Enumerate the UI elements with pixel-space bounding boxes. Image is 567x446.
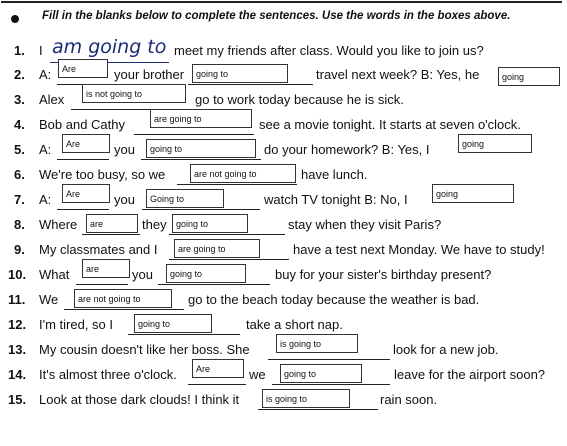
item-number: 11. — [8, 292, 26, 307]
answer-box[interactable]: Are — [58, 59, 108, 78]
sentence-text: stay when they visit Paris? — [288, 217, 442, 232]
sentence-text: meet my friends after class. Would you like to join us? — [174, 43, 484, 58]
answer-box[interactable]: Are — [62, 184, 110, 203]
item-number: 6. — [14, 167, 25, 182]
blank-line — [64, 309, 184, 310]
blank-line — [158, 284, 270, 285]
sentence-text: Where — [39, 217, 78, 232]
sentence-text: do your homework? B: Yes, I — [264, 142, 430, 157]
blank-line — [128, 334, 240, 335]
item-number: 3. — [14, 92, 25, 107]
answer-box[interactable]: going to — [166, 264, 246, 283]
item-number: 9. — [14, 242, 25, 257]
sentence-text: We're too busy, so we — [39, 167, 166, 182]
sentence-3 — [0, 89, 567, 113]
sentence-text: watch TV tonight B: No, I — [264, 192, 408, 207]
item-number: 2. — [14, 67, 25, 82]
answer-box[interactable]: are not going to — [190, 164, 296, 183]
sentence-text: My cousin doesn't like her boss. She — [39, 342, 250, 357]
sentence-text: go to the beach today because the weather is bad. — [188, 292, 480, 307]
blank-line — [57, 159, 109, 160]
sentence-text: you — [132, 267, 153, 282]
top-rule — [1, 1, 562, 3]
sentence-5 — [0, 139, 567, 163]
sentence-text: A: — [39, 142, 52, 157]
answer-box[interactable]: Going to — [146, 189, 224, 208]
answer-box[interactable]: going — [498, 67, 560, 86]
blank-line — [57, 209, 109, 210]
handwritten-answer[interactable]: am going to — [52, 36, 167, 58]
item-number: 7. — [14, 192, 25, 207]
answer-box[interactable]: is not going to — [82, 84, 186, 103]
item-number: 12. — [8, 317, 27, 332]
sentence-text: you — [114, 192, 135, 207]
sentence-text: My classmates and I — [39, 242, 158, 257]
answer-box[interactable]: going to — [192, 64, 288, 83]
sentence-text: look for a new job. — [393, 342, 499, 357]
item-number: 5. — [14, 142, 25, 157]
blank-line — [134, 134, 254, 135]
sentence-text: rain soon. — [380, 392, 438, 407]
blank-line — [169, 259, 289, 260]
sentence-text: we — [249, 367, 266, 382]
answer-box[interactable]: going to — [280, 364, 362, 383]
bullet-icon — [11, 15, 19, 23]
sentence-text: buy for your sister's birthday present? — [275, 267, 492, 282]
answer-box[interactable]: going — [432, 184, 514, 203]
sentence-text: have lunch. — [301, 167, 368, 182]
sentence-11 — [0, 289, 567, 313]
blank-line — [169, 234, 285, 235]
answer-box[interactable]: going to — [172, 214, 248, 233]
sentence-13 — [0, 339, 567, 363]
sentence-text: they — [142, 217, 167, 232]
blank-line — [76, 284, 128, 285]
sentence-text: A: — [39, 192, 52, 207]
sentence-text: your brother — [114, 67, 185, 82]
answer-box[interactable]: Are — [192, 359, 244, 378]
answer-box[interactable]: is going to — [262, 389, 350, 408]
instructions: Fill in the blanks below to complete the sentences. Use the words in the boxes above. — [42, 10, 511, 22]
item-number: 4. — [14, 117, 25, 132]
blank-line — [188, 84, 313, 85]
sentence-14 — [0, 364, 567, 388]
blank-line — [268, 359, 390, 360]
sentence-7 — [0, 189, 567, 213]
item-number: 14. — [8, 367, 27, 382]
sentence-text: go to work today because he is sick. — [195, 92, 404, 107]
answer-box[interactable]: is going to — [276, 334, 358, 353]
item-number: 13. — [8, 342, 27, 357]
sentence-text: you — [114, 142, 135, 157]
sentence-text: We — [39, 292, 59, 307]
answer-box[interactable]: are — [86, 214, 138, 233]
sentence-text: Alex — [39, 92, 65, 107]
sentence-text: I — [39, 43, 43, 58]
sentence-text: leave for the airport soon? — [394, 367, 546, 382]
item-number: 10. — [8, 267, 27, 282]
sentence-text: travel next week? B: Yes, he — [316, 67, 480, 82]
sentence-15 — [0, 389, 567, 413]
sentence-text: A: — [39, 67, 52, 82]
sentence-text: I'm tired, so I — [39, 317, 114, 332]
item-number: 15. — [8, 392, 27, 407]
sentence-text: see a movie tonight. It starts at seven o'clock. — [259, 117, 521, 132]
blank-line — [82, 234, 140, 235]
blank-line — [141, 159, 261, 160]
blank-line — [177, 184, 297, 185]
answer-box[interactable]: are going to — [150, 109, 252, 128]
sentence-text: take a short nap. — [246, 317, 343, 332]
answer-box[interactable]: going to — [146, 139, 256, 158]
blank-line — [188, 384, 246, 385]
answer-box[interactable]: going to — [134, 314, 212, 333]
sentence-text: What — [39, 267, 70, 282]
blank-line — [258, 409, 378, 410]
answer-box[interactable]: are — [82, 259, 130, 278]
sentence-text: Bob and Cathy — [39, 117, 126, 132]
answer-box[interactable]: going — [458, 134, 532, 153]
item-number: 1. — [14, 43, 25, 58]
sentence-8 — [0, 214, 567, 238]
answer-box[interactable]: Are — [62, 134, 110, 153]
sentence-10 — [0, 264, 567, 288]
answer-box[interactable]: are going to — [174, 239, 260, 258]
answer-box[interactable]: are not going to — [74, 289, 172, 308]
sentence-text: Look at those dark clouds! I think it — [39, 392, 240, 407]
blank-line — [272, 384, 390, 385]
sentence-text: It's almost three o'clock. — [39, 367, 177, 382]
blank-line — [142, 209, 260, 210]
item-number: 8. — [14, 217, 25, 232]
sentence-text: have a test next Monday. We have to study! — [293, 242, 545, 257]
